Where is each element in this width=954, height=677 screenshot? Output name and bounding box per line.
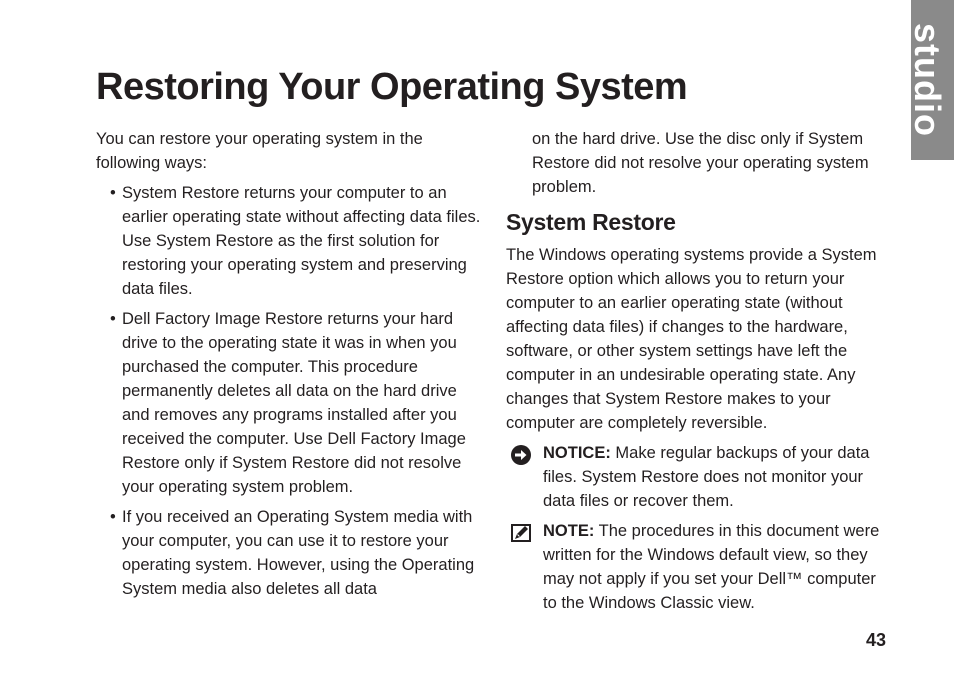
list-item-text: Dell Factory Image Restore returns your hard drive to the operating state it was in when you purchased the computer. This procedure permanently deletes all data on the hard drive and removes any programs installed after you received the computer. Use Dell Factory Image Restore only if System Restore did not resolve your operating system problem. [122, 310, 466, 496]
list-item [96, 505, 481, 601]
notice-text: Make regular backups of your data files. System Restore does not monitor your data files or recover them. [543, 444, 870, 510]
list-item [96, 181, 481, 301]
bullet-icon: • [110, 508, 116, 526]
note-text: The procedures in this document were written for the Windows default view, so they may not apply if you set your Dell™ computer to the Windows Classic view. [543, 522, 880, 612]
left-column [96, 127, 481, 607]
restore-options-list [96, 181, 481, 601]
notice-callout [506, 441, 892, 513]
note-callout [506, 519, 892, 615]
list-item-text: System Restore returns your computer to an earlier operating state without affecting data files. Use System Restore as the first solution for restoring your operating system and preserving data files. [122, 184, 481, 298]
notice-label: NOTICE: [543, 444, 611, 462]
note-label: NOTE: [543, 522, 595, 540]
section-tab-label: studio [907, 23, 948, 137]
right-column [506, 127, 892, 615]
bullet-icon: • [110, 310, 116, 328]
continued-text: on the hard drive. Use the disc only if System Restore did not resolve your operating system problem. [532, 130, 869, 196]
list-item [96, 307, 481, 499]
section-heading: System Restore [506, 209, 676, 235]
pencil-note-icon [510, 522, 532, 544]
page-number: 43 [866, 630, 887, 650]
bullet-icon: • [110, 184, 116, 202]
page-title: Restoring Your Operating System [96, 66, 688, 108]
intro-text: You can restore your operating system in the following ways: [96, 130, 423, 172]
section-body: The Windows operating systems provide a System Restore option which allows you to return your computer to an earlier operating state (without affecting data files) if changes to the hardware, software, or other system settings have left the computer in an undesirable operating state. Any changes that System Restore makes to your computer are completely reversible. [506, 246, 877, 432]
list-item-text: If you received an Operating System media with your computer, you can use it to restore your operating system. However, using the Operating System media also deletes all data [122, 508, 475, 598]
notice-arrow-icon [510, 444, 532, 466]
section-tab [907, 0, 954, 160]
